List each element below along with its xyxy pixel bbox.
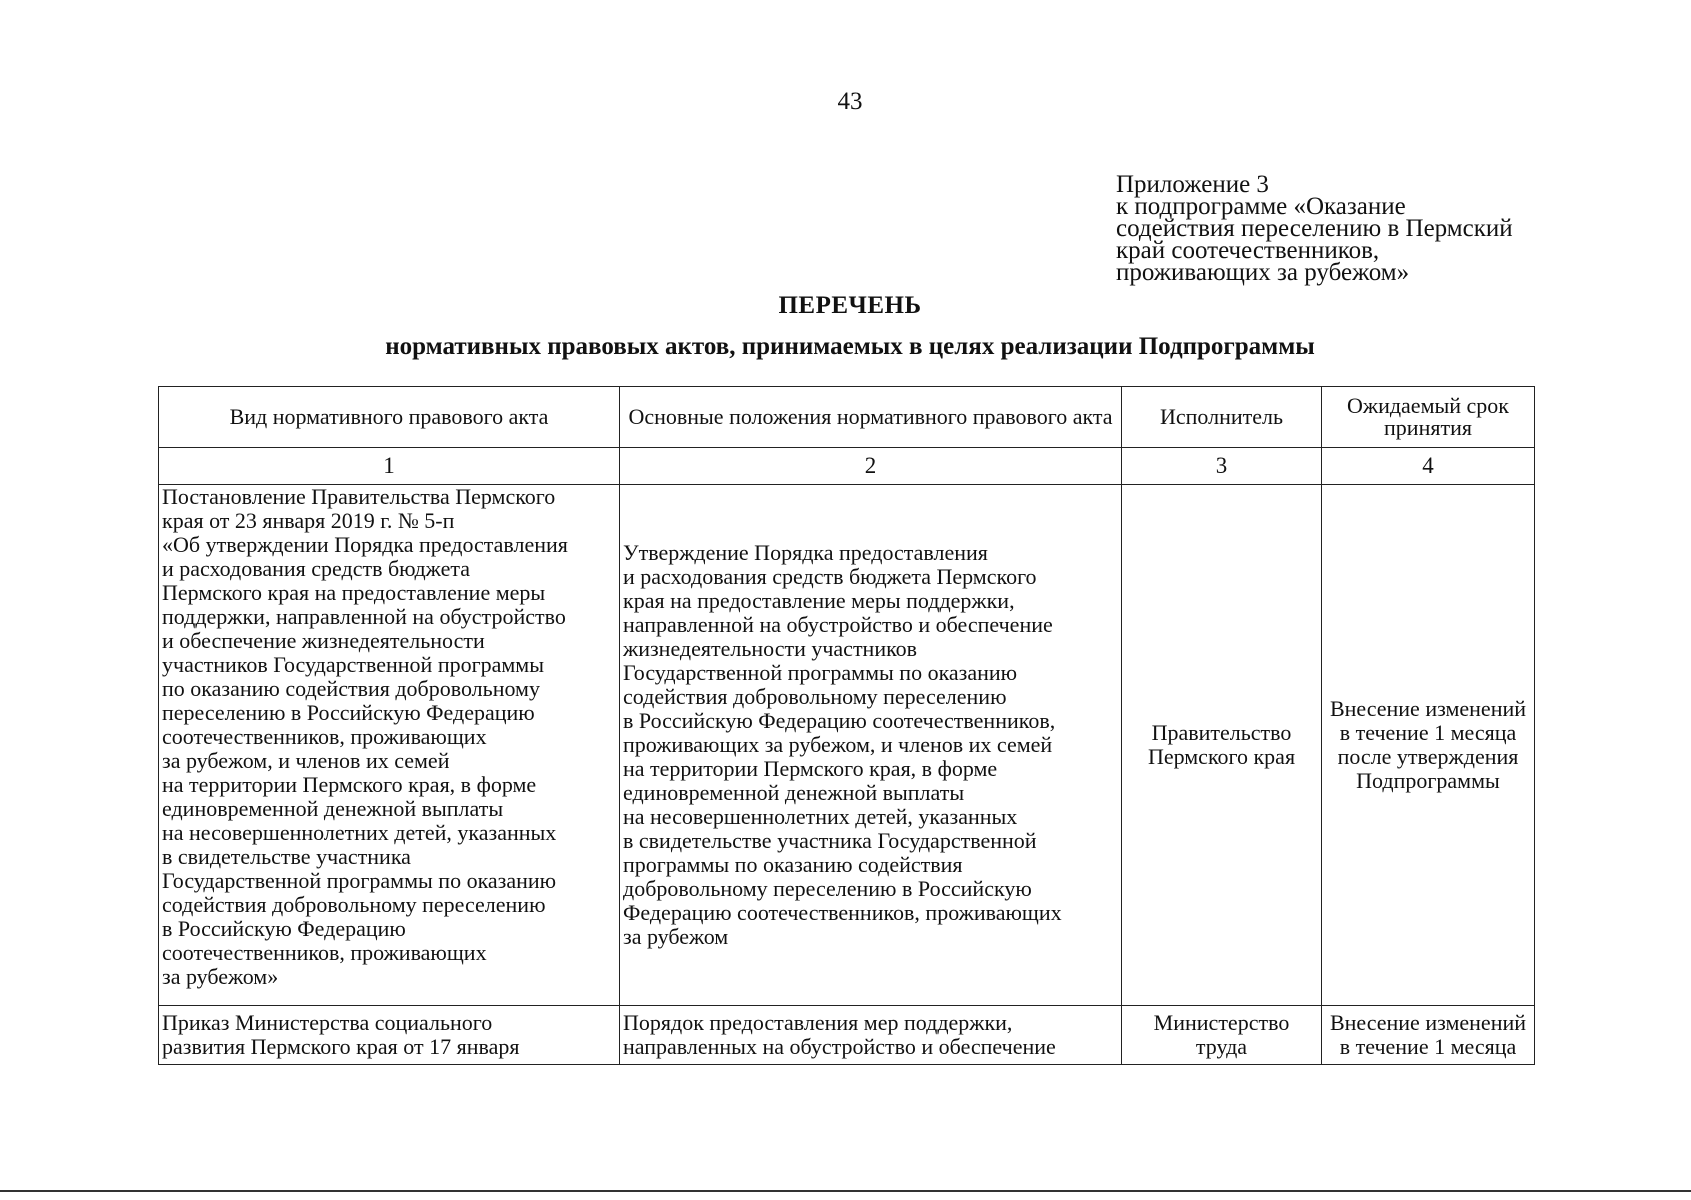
appendix-line: содействия переселению в Пермский xyxy=(1116,215,1513,242)
column-number: 1 xyxy=(159,448,620,485)
deadline-text: Внесение изменений в течение 1 месяца xyxy=(1329,1010,1527,1059)
cell-provisions xyxy=(620,1006,1122,1065)
cell-deadline xyxy=(1322,485,1535,1006)
header-provisions: Основные положения нормативного правового акта xyxy=(620,387,1122,448)
cell-act-type xyxy=(159,1006,620,1065)
table-row xyxy=(159,1006,1535,1065)
column-number-row xyxy=(159,448,1535,485)
scan-edge-line xyxy=(0,1190,1691,1192)
header-deadline: Ожидаемый срок принятия xyxy=(1322,387,1535,448)
cell-provisions xyxy=(620,485,1122,1006)
page-number: 43 xyxy=(837,88,863,115)
column-number: 3 xyxy=(1122,448,1322,485)
appendix-line: проживающих за рубежом» xyxy=(1116,259,1410,286)
appendix-line: Приложение 3 xyxy=(1116,171,1269,198)
appendix-block xyxy=(1116,171,1513,286)
document-subtitle: нормативных правовых актов, принимаемых в целях реализации Подпрограммы xyxy=(385,333,1315,360)
executor-text: Правительство Пермского края xyxy=(1147,720,1296,769)
appendix-line: край соотечественников, xyxy=(1116,237,1380,264)
document-title: ПЕРЕЧЕНЬ xyxy=(778,292,922,319)
header-executor: Исполнитель xyxy=(1122,387,1322,448)
column-number: 4 xyxy=(1322,448,1535,485)
header-act-type: Вид нормативного правового акта xyxy=(159,387,620,448)
table-header-row xyxy=(159,387,1535,448)
act-type-text: Постановление Правительства Пермского края от 23 января 2019 г. № 5-п «Об утверждении Порядка предоставления и расходования средств бюджета Пермского края на предоставление меры поддержки, направленной на обустройство и обеспечение жизнедеятельности участников Государственной программы по оказанию содействия добровольному переселению в Российскую Федерацию соотечественников, проживающих за рубежом, и членов их семей на территории Пермского края, в форме единовременной денежной выплаты на несовершеннолетних детей, указанных в свидетельстве участника Государственной программы по оказанию содействия добровольному переселению в Российскую Федерацию соотечественников, проживающих за рубежом» xyxy=(162,484,568,989)
acts-table xyxy=(158,386,1535,1065)
column-number: 2 xyxy=(620,448,1122,485)
table-row xyxy=(159,485,1535,1006)
act-type-text: Приказ Министерства социального развития Пермского края от 17 января xyxy=(162,1010,520,1059)
cell-deadline xyxy=(1322,1006,1535,1065)
cell-executor xyxy=(1122,485,1322,1006)
appendix-line: к подпрограмме «Оказание xyxy=(1116,193,1406,220)
cell-act-type xyxy=(159,485,620,1006)
provisions-text: Порядок предоставления мер поддержки, направленных на обустройство и обеспечение xyxy=(623,1010,1056,1059)
provisions-text: Утверждение Порядка предоставления и расходования средств бюджета Пермского края на предоставление меры поддержки, направленной на обустройство и обеспечение жизнедеятельности участников Государственной программы по оказанию содействия добровольному переселению в Российскую Федерацию соотечественников, проживающих за рубежом, и членов их семей на территории Пермского края, в форме единовременной денежной выплаты на несовершеннолетних детей, указанных в свидетельстве участника Государственной программы по оказанию содействия добровольному переселению в Российскую Федерацию соотечественников, проживающих за рубежом xyxy=(623,540,1062,949)
cell-executor xyxy=(1122,1006,1322,1065)
deadline-text: Внесение изменений в течение 1 месяца после утверждения Подпрограммы xyxy=(1329,696,1527,793)
executor-text: Министерство труда xyxy=(1153,1010,1290,1059)
